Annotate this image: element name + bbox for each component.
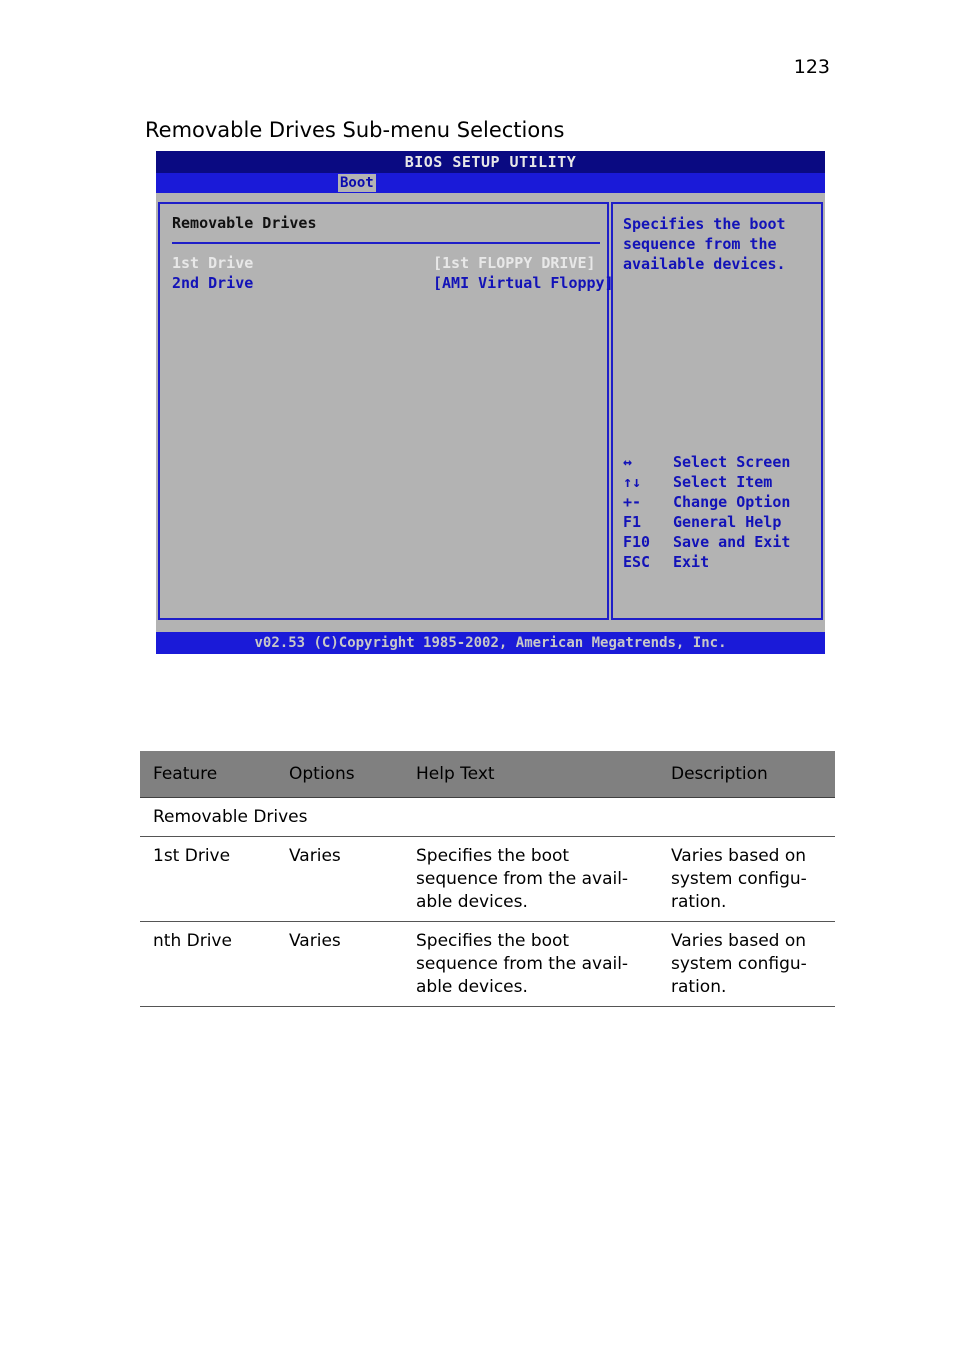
description-cell <box>658 837 835 922</box>
description-line: Varies based on <box>671 846 807 866</box>
bios-menubar <box>156 173 825 193</box>
description-cell <box>658 922 835 1007</box>
description-line: ration. <box>671 892 727 912</box>
key-action: General Help <box>673 513 782 531</box>
bios-settings-panel <box>158 202 614 620</box>
bios-item-1st-drive-label[interactable]: 1st Drive <box>172 254 254 272</box>
column-header-help-text: Help Text <box>403 751 658 798</box>
up-down-arrow-icon: ↑↓ <box>623 473 642 491</box>
options-cell: Varies <box>276 837 403 922</box>
bios-help-text <box>623 214 786 274</box>
help-line: available devices. <box>623 255 786 273</box>
bios-footer: v02.53 (C)Copyright 1985-2002, American Megatrends, Inc. <box>156 632 825 654</box>
table-section-row <box>140 798 835 837</box>
feature-table <box>140 751 835 1007</box>
help-line: Specifies the boot <box>623 215 786 233</box>
help-line: Specifies the boot <box>416 846 570 866</box>
key-action: Select Screen <box>673 453 791 471</box>
options-cell: Varies <box>276 922 403 1007</box>
help-line: able devices. <box>416 977 528 997</box>
plus-minus-key: +- <box>623 493 642 511</box>
tab-boot[interactable]: Boot <box>340 175 374 191</box>
bios-screenshot <box>156 151 825 654</box>
key-action: Select Item <box>673 473 773 491</box>
left-right-arrow-icon: ↔ <box>623 453 633 471</box>
help-line: able devices. <box>416 892 528 912</box>
column-header-options: Options <box>276 751 403 798</box>
description-line: system configu- <box>671 954 807 974</box>
page-number: 123 <box>793 56 830 78</box>
description-line: ration. <box>671 977 727 997</box>
f1-key: F1 <box>623 513 642 531</box>
feature-cell: nth Drive <box>140 922 276 1007</box>
help-line: sequence from the avail- <box>416 954 629 974</box>
help-line: sequence from the <box>623 235 777 253</box>
esc-key: ESC <box>623 553 651 571</box>
feature-cell: 1st Drive <box>140 837 276 922</box>
section-title: Removable Drives Sub-menu Selections <box>145 118 565 142</box>
help-cell <box>403 837 658 922</box>
table-row <box>140 837 835 922</box>
help-line: Specifies the boot <box>416 931 570 951</box>
column-header-feature: Feature <box>140 751 276 798</box>
description-line: Varies based on <box>671 931 807 951</box>
section-cell: Removable Drives <box>140 798 835 837</box>
bios-divider <box>172 242 600 244</box>
bios-item-2nd-drive-label[interactable]: 2nd Drive <box>172 274 254 292</box>
key-action: Exit <box>673 553 710 571</box>
help-cell <box>403 922 658 1007</box>
bios-title: BIOS SETUP UTILITY <box>156 151 825 173</box>
table-row <box>140 922 835 1007</box>
bios-item-1st-drive-value[interactable]: [1st FLOPPY DRIVE] <box>433 254 596 272</box>
key-action: Change Option <box>673 493 791 511</box>
key-action: Save and Exit <box>673 533 791 551</box>
description-line: system configu- <box>671 869 807 889</box>
bios-help-panel <box>611 202 823 620</box>
column-header-description: Description <box>658 751 835 798</box>
f10-key: F10 <box>623 533 651 551</box>
table-header-row <box>140 751 835 798</box>
bios-section-heading: Removable Drives <box>172 214 317 232</box>
help-line: sequence from the avail- <box>416 869 629 889</box>
bios-item-2nd-drive-value[interactable]: [AMI Virtual Floppy] <box>433 274 614 292</box>
